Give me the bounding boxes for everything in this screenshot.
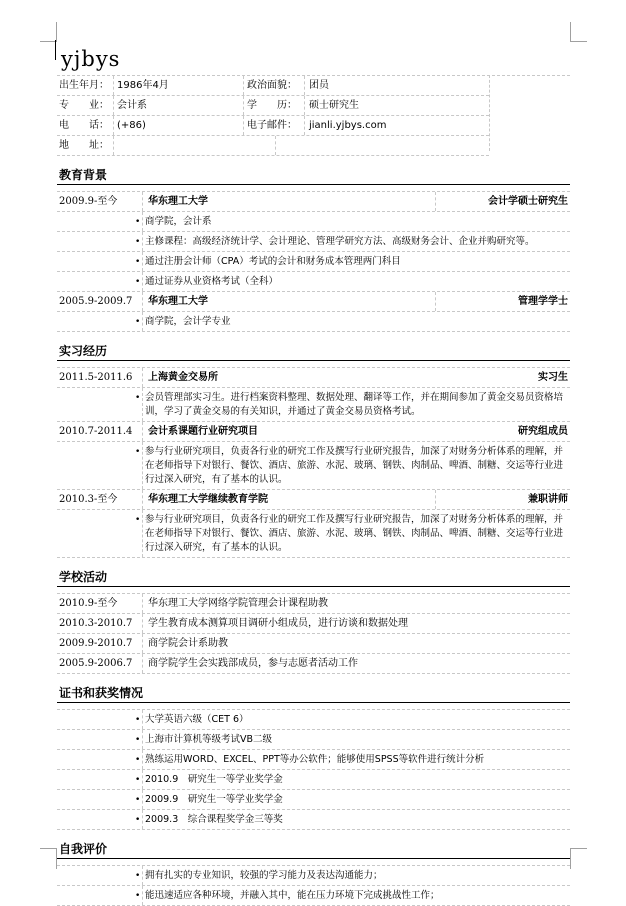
info-row (57, 136, 489, 156)
activity-row[interactable]: 2005.9-2006.7 商学院学生会实践部成员，参与志愿者活动工作 (57, 654, 570, 674)
info-row (57, 116, 489, 136)
major-value[interactable]: 会计系 (117, 100, 147, 111)
list-item[interactable]: • 大学英语六级（CET 6） (57, 710, 570, 730)
list-item[interactable]: • 2009.9 研究生一等学业奖学金 (57, 790, 570, 810)
major-label: 专 业： (59, 100, 109, 111)
degree-value[interactable]: 硕士研究生 (309, 100, 359, 111)
entry-role[interactable]: 研究组成员 (518, 426, 568, 437)
crop-mark-top-left (40, 22, 57, 42)
crop-mark-top-right (570, 22, 587, 42)
photo-area[interactable] (489, 75, 571, 151)
entry-date[interactable]: 2005.9-2009.7 (59, 296, 133, 307)
list-item[interactable]: • 2010.9 研究生一等学业奖学金 (57, 770, 570, 790)
entry-org[interactable]: 上海黄金交易所 (148, 372, 218, 383)
education-entry-header (57, 192, 570, 212)
entry-org[interactable]: 华东理工大学继续教育学院 (148, 494, 268, 505)
crop-mark-bottom-right (570, 848, 587, 869)
entry-role[interactable]: 实习生 (538, 372, 568, 383)
entry-org[interactable]: 华东理工大学 (148, 296, 208, 307)
crop-mark-bottom-left (40, 848, 57, 869)
phone-value[interactable]: (+86) (117, 120, 146, 131)
section-heading-self-evaluation: 自我评价 (57, 836, 570, 859)
entry-date[interactable]: 2009.9-至今 (59, 196, 118, 207)
email-label: 电子邮件： (247, 120, 297, 131)
resume-page[interactable] (57, 41, 570, 906)
birth-value[interactable]: 1986年4月 (117, 80, 169, 91)
activity-row[interactable]: 2010.3-2010.7 学生教育成本测算项目调研小组成员，进行访谈和数据处理 (57, 614, 570, 634)
entry-role[interactable]: 兼职讲师 (528, 494, 568, 505)
entry-org[interactable]: 会计系课题行业研究项目 (148, 426, 258, 437)
list-item[interactable]: • 能迅速适应各种环境，并融入其中，能在压力环境下完成挑战性工作； (57, 886, 570, 906)
internship-entry-header (57, 490, 570, 510)
section-heading-education: 教育背景 (57, 162, 570, 185)
section-heading-internship: 实习经历 (57, 338, 570, 361)
address-label: 地 址： (59, 140, 109, 151)
list-item[interactable]: • 参与行业研究项目，负责各行业的研究工作及撰写行业研究报告，加深了对财务分析体系的理解，并在老师指导下对银行、餐饮、酒店、旅游、水泥、玻璃、钢铁、肉制品、啤酒、制糖、交运等行业进行过深入研究，有了基本的认识。 (57, 442, 570, 490)
section-heading-activities: 学校活动 (57, 564, 570, 587)
activity-row[interactable]: 2009.9-2010.7 商学院会计系助教 (57, 634, 570, 654)
list-item[interactable]: • 上海市计算机等级考试VB二级 (57, 730, 570, 750)
list-item[interactable]: • 通过注册会计师（CPA）考试的会计和财务成本管理两门科目 (57, 252, 570, 272)
list-item[interactable]: • 商学院，会计学专业 (57, 312, 570, 332)
resume-name[interactable]: yjbys (57, 41, 570, 76)
entry-date[interactable]: 2010.3-至今 (59, 494, 118, 505)
info-row (57, 76, 489, 96)
entry-date[interactable]: 2010.7-2011.4 (59, 426, 133, 437)
list-item[interactable]: • 主修课程：高级经济统计学、会计理论、管理学研究方法、高级财务会计、企业并购研究等。 (57, 232, 570, 252)
entry-role[interactable]: 会计学硕士研究生 (488, 196, 568, 207)
list-item[interactable]: • 会员管理部实习生。进行档案资料整理、数据处理、翻译等工作，并在期间参加了黄金交易员资格培训，学习了黄金交易的有关知识，并通过了黄金交易员资格考试。 (57, 388, 570, 422)
entry-role[interactable]: 管理学学士 (518, 296, 568, 307)
birth-label: 出生年月： (59, 80, 109, 91)
text-cursor (55, 40, 56, 60)
degree-label: 学 历： (247, 100, 297, 111)
politics-value[interactable]: 团员 (309, 80, 329, 91)
list-item[interactable]: • 熟练运用WORD、EXCEL、PPT等办公软件；能够使用SPSS等软件进行统计分析 (57, 750, 570, 770)
activity-row[interactable]: 2010.9-至今 华东理工大学网络学院管理会计课程助教 (57, 594, 570, 614)
phone-label: 电 话： (59, 120, 109, 131)
list-item[interactable]: • 参与行业研究项目，负责各行业的研究工作及撰写行业研究报告，加深了对财务分析体系的理解，并在老师指导下对银行、餐饮、酒店、旅游、水泥、玻璃、钢铁、肉制品、啤酒、制糖、交运等行业进行过深入研究，有了基本的认识。 (57, 510, 570, 558)
section-heading-awards: 证书和获奖情况 (57, 680, 570, 703)
internship-entry-header (57, 368, 570, 388)
entry-org[interactable]: 华东理工大学 (148, 196, 208, 207)
personal-info-table (57, 76, 489, 156)
entry-date[interactable]: 2011.5-2011.6 (59, 372, 133, 383)
education-entry-header (57, 292, 570, 312)
list-item[interactable]: • 商学院，会计系 (57, 212, 570, 232)
info-row (57, 96, 489, 116)
list-item[interactable]: • 2009.3 综合课程奖学金三等奖 (57, 810, 570, 830)
politics-label: 政治面貌： (247, 80, 297, 91)
email-value[interactable]: jianli.yjbys.com (309, 120, 387, 131)
list-item[interactable]: • 拥有扎实的专业知识，较强的学习能力及表达沟通能力； (57, 866, 570, 886)
internship-entry-header (57, 422, 570, 442)
list-item[interactable]: • 通过证券从业资格考试（全科） (57, 272, 570, 292)
